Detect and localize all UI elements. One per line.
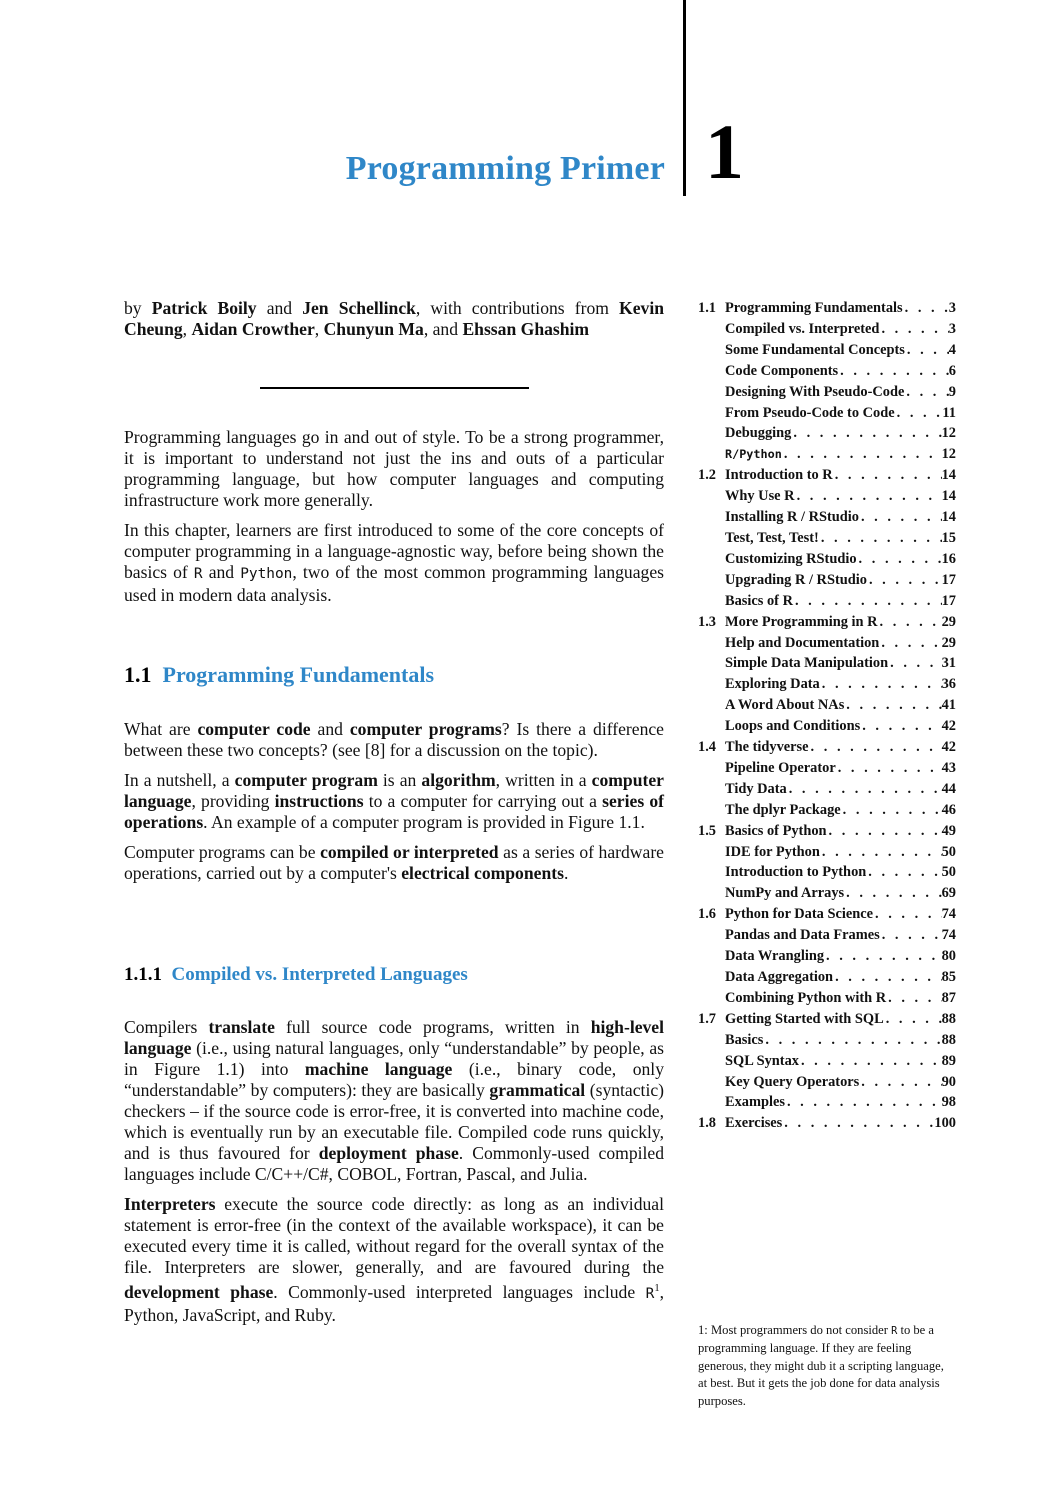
toc-leader-dots — [833, 465, 942, 486]
toc-label: Pipeline Operator — [725, 759, 836, 776]
toc-label: Installing R / RStudio — [725, 509, 859, 526]
toc-entry[interactable] — [698, 382, 956, 403]
toc-entry[interactable] — [698, 591, 956, 612]
toc-section-number: 1.8 — [698, 1115, 716, 1132]
contributor: Chunyun Ma — [323, 319, 424, 339]
toc-label: Simple Data Manipulation — [725, 655, 889, 672]
toc-section-number: 1.1 — [698, 300, 716, 316]
toc-page-number: 4 — [948, 341, 956, 358]
toc-entry[interactable] — [698, 570, 956, 591]
toc-leader-dots — [884, 1009, 942, 1030]
contributor: Aidan Crowther — [191, 319, 315, 339]
toc-page-number: 14 — [941, 488, 956, 505]
toc-leader-dots — [824, 946, 942, 967]
toc-leader-dots — [833, 967, 942, 988]
toc-entry[interactable] — [698, 967, 956, 988]
toc-leader-dots — [878, 612, 942, 633]
author: Patrick Boily — [151, 298, 257, 318]
toc-entry[interactable] — [698, 695, 956, 716]
body-paragraph: In a nutshell, a computer program is an algorithm, written in a computer language, providing instructions to a computer for carrying out a series of operations. An example of a computer program is provided in Figure 1.1. — [124, 770, 664, 832]
toc-label: Python for Data Science — [725, 906, 874, 923]
toc-page-number: 14 — [941, 467, 956, 484]
toc-leader-dots — [841, 800, 942, 821]
toc-page-number: 42 — [941, 718, 956, 735]
toc-page-number: 17 — [941, 571, 956, 588]
toc-label: Examples — [725, 1094, 785, 1111]
toc-leader-dots — [880, 925, 942, 946]
toc-leader-dots — [859, 507, 942, 528]
toc-leader-dots — [793, 591, 942, 612]
toc-label: Basics — [725, 1031, 764, 1048]
toc-leader-dots — [860, 716, 941, 737]
toc-page-number: 74 — [941, 906, 956, 923]
toc-page-number: 36 — [941, 676, 956, 693]
toc-label: The tidyverse — [725, 739, 809, 756]
toc-page-number: 12 — [941, 425, 956, 442]
toc-label: Why Use R — [725, 488, 795, 505]
toc-label: Exercises — [725, 1115, 783, 1132]
toc-entry[interactable] — [698, 319, 956, 340]
chapter-toc — [698, 298, 956, 1134]
toc-page-number: 100 — [934, 1115, 956, 1132]
toc-entry[interactable] — [698, 528, 956, 549]
toc-section-number: 1.5 — [698, 822, 716, 839]
toc-label: From Pseudo-Code to Code — [725, 404, 895, 421]
toc-label: A Word About NAs — [725, 697, 845, 714]
toc-label: Designing With Pseudo-Code — [725, 383, 905, 400]
toc-page-number: 16 — [941, 550, 956, 567]
toc-page-number: 3 — [948, 300, 956, 316]
toc-entry[interactable] — [698, 361, 956, 382]
toc-entry[interactable] — [698, 862, 956, 883]
toc-label: Basics of R — [725, 592, 793, 609]
byline: by Patrick Boily and Jen Schellinck, with contributions from Kevin Cheung, Aidan Crowther, Chunyun Ma, and Ehssan Ghashim — [124, 298, 664, 339]
subsection-heading: 1.1.1 Compiled vs. Interpreted Languages — [124, 964, 468, 985]
toc-entry[interactable] — [698, 633, 956, 654]
toc-label: Compiled vs. Interpreted — [725, 320, 880, 337]
toc-leader-dots — [836, 758, 942, 779]
toc-entry[interactable] — [698, 800, 956, 821]
chapter-title: Programming Primer — [345, 150, 665, 187]
toc-label: Customizing RStudio — [725, 550, 857, 567]
toc-leader-dots — [886, 988, 941, 1009]
toc-page-number: 90 — [941, 1073, 956, 1090]
toc-section-number: 1.6 — [698, 906, 716, 923]
toc-page-number: 14 — [941, 509, 956, 526]
author: Jen Schellinck — [302, 298, 416, 318]
toc-page-number: 88 — [941, 1010, 956, 1027]
toc-leader-dots — [820, 842, 942, 863]
toc-leader-dots — [763, 1030, 941, 1051]
toc-page-number: 43 — [941, 759, 956, 776]
section-heading: 1.1 Programming Fundamentals — [124, 662, 435, 687]
toc-entry[interactable] — [698, 653, 956, 674]
toc-leader-dots — [782, 444, 942, 465]
toc-entry[interactable] — [698, 1092, 956, 1113]
toc-label: Upgrading R / RStudio — [725, 571, 867, 588]
toc-leader-dots — [873, 904, 942, 925]
toc-leader-dots — [866, 862, 941, 883]
chapter-number: 1 — [705, 108, 744, 195]
toc-leader-dots — [888, 653, 941, 674]
toc-leader-dots — [857, 549, 942, 570]
toc-page-number: 50 — [941, 843, 956, 860]
toc-entry[interactable] — [698, 444, 956, 465]
toc-label: Basics of Python — [725, 822, 827, 839]
toc-entry[interactable] — [698, 779, 956, 800]
toc-page-number: 50 — [941, 864, 956, 881]
margin-footnote: 1: Most programmers do not consider R to be a programming language. If they are feeling generous, they might dub it a scripting language, at best. But it gets the job done for data analysis purposes. — [698, 1323, 944, 1408]
body-paragraph: Interpreters execute the source code directly: as long as an individual statement is error-free (in the context of the available workspace), it can be executed every time it is called, without regard for the overall syntax of the file. Interpreters are slower, generally, and are favoured during the development phase. Commonly-used interpreted languages include $R^1$, Python, JavaScript, and Ruby. — [124, 1194, 665, 1325]
toc-leader-dots — [844, 695, 941, 716]
toc-page-number: 17 — [941, 592, 956, 609]
body-paragraph: What are computer code and computer programs? Is there a difference between these two concepts? (see [8] for a discussion on the topic). — [124, 719, 664, 760]
toc-page-number: 15 — [941, 529, 956, 546]
toc-page-number: 11 — [942, 404, 956, 421]
toc-label: Key Query Operators — [725, 1073, 860, 1090]
toc-entry[interactable] — [698, 1009, 956, 1030]
toc-page-number: 9 — [948, 383, 956, 400]
toc-entry[interactable] — [698, 403, 956, 424]
toc-entry[interactable] — [698, 988, 956, 1009]
toc-label: Test, Test, Test! — [725, 529, 819, 546]
toc-label: SQL Syntax — [725, 1052, 799, 1069]
toc-entry[interactable] — [698, 883, 956, 904]
toc-page-number: 88 — [941, 1031, 956, 1048]
toc-leader-dots — [895, 403, 943, 424]
toc-page-number: 87 — [941, 989, 956, 1006]
toc-leader-dots — [867, 570, 942, 591]
toc-leader-dots — [820, 674, 942, 695]
body-paragraph: Compilers translate full source code programs, written in high-level language (i.e., using natural languages, only “understandable” by people, as in Figure 1.1) into machine language (i.e., binary code, only “understandable” by computers): they are basically grammatical (syntactic) checkers – if the source code is error-free, it is converted into machine code, which is eventually run by an executable file. Compiled code runs quickly, and is thus favoured for deployment phase. Commonly-used compiled languages include C/C++/C#, COBOL, Fortran, Pascal, and Julia. — [124, 1017, 665, 1184]
toc-label: Some Fundamental Concepts — [725, 341, 905, 358]
toc-section-number: 1.7 — [698, 1010, 716, 1027]
toc-entry[interactable] — [698, 1072, 956, 1093]
toc-entry[interactable] — [698, 507, 956, 528]
toc-entry[interactable] — [698, 737, 956, 758]
toc-page-number: 12 — [941, 446, 956, 463]
toc-label: NumPy and Arrays — [725, 885, 845, 902]
section-body — [124, 719, 664, 893]
toc-page-number: 46 — [941, 801, 956, 818]
toc-entry[interactable] — [698, 1051, 956, 1072]
toc-label: Code Components — [725, 362, 839, 379]
toc-leader-dots — [879, 319, 948, 340]
toc-leader-dots — [879, 633, 941, 654]
toc-section-number: 1.3 — [698, 613, 716, 630]
toc-page-number: 41 — [941, 697, 956, 714]
toc-page-number: 44 — [941, 780, 956, 797]
toc-leader-dots — [844, 883, 941, 904]
toc-leader-dots — [859, 1072, 941, 1093]
toc-entry[interactable] — [698, 340, 956, 361]
toc-label: Tidy Data — [725, 780, 787, 797]
toc-section-number: 1.4 — [698, 739, 716, 756]
toc-leader-dots — [787, 779, 942, 800]
contributor: Kevin Cheung — [124, 298, 664, 339]
toc-entry[interactable] — [698, 465, 956, 486]
toc-page-number: 31 — [941, 655, 956, 672]
toc-leader-dots — [795, 486, 942, 507]
contributor: Ehssan Ghashim — [462, 319, 590, 339]
toc-label: Getting Started with SQL — [725, 1010, 884, 1027]
toc-label: IDE for Python — [725, 843, 820, 860]
toc-leader-dots — [819, 528, 942, 549]
toc-leader-dots — [827, 821, 942, 842]
toc-entry[interactable] — [698, 674, 956, 695]
body-paragraph: Computer programs can be compiled or interpreted as a series of hardware operations, carried out by a computer's electrical components. — [124, 842, 664, 883]
toc-leader-dots — [791, 423, 941, 444]
chapter-divider-line — [683, 0, 686, 196]
toc-label: Programming Fundamentals — [725, 300, 903, 316]
toc-label: Exploring Data — [725, 676, 820, 693]
toc-leader-dots — [785, 1092, 942, 1113]
toc-entry[interactable] — [698, 716, 956, 737]
toc-entry[interactable] — [698, 1113, 956, 1134]
toc-page-number: 80 — [941, 948, 956, 965]
toc-entry[interactable] — [698, 1030, 956, 1051]
toc-page-number: 98 — [941, 1094, 956, 1111]
intro-paragraph: Programming languages go in and out of style. To be a strong programmer, it is important to understand not just the ins and outs of a particular programming language, but how computer languages and computing infrastructure work more generally. — [124, 427, 664, 510]
toc-label: More Programming in R — [725, 613, 878, 630]
separator-rule — [260, 387, 529, 389]
toc-page-number: 74 — [941, 927, 956, 944]
toc-label: Debugging — [725, 425, 792, 442]
toc-entry[interactable] — [698, 842, 956, 863]
toc-label: Data Aggregation — [725, 969, 834, 985]
toc-label: Data Wrangling — [725, 948, 825, 965]
toc-leader-dots — [903, 298, 949, 319]
toc-leader-dots — [799, 1051, 942, 1072]
toc-page-number: 6 — [948, 362, 956, 379]
toc-label: Help and Documentation — [725, 634, 880, 651]
toc-entry[interactable] — [698, 925, 956, 946]
toc-leader-dots — [838, 361, 949, 382]
toc-label: Introduction to Python — [725, 864, 867, 881]
toc-entry[interactable] — [698, 758, 956, 779]
chapter-intro — [124, 427, 664, 615]
toc-page-number: 42 — [941, 739, 956, 756]
toc-entry[interactable] — [698, 904, 956, 925]
footnote-ref[interactable]: 1 — [654, 1283, 660, 1294]
toc-entry[interactable] — [698, 821, 956, 842]
subsection-body — [124, 1017, 664, 1335]
toc-leader-dots — [782, 1113, 934, 1134]
toc-leader-dots — [905, 340, 949, 361]
toc-page-number: 49 — [941, 822, 956, 839]
toc-entry[interactable] — [698, 946, 956, 967]
toc-entry[interactable] — [698, 298, 956, 319]
toc-label: Pandas and Data Frames — [725, 927, 880, 944]
toc-leader-dots — [904, 382, 948, 403]
toc-page-number: 69 — [941, 885, 956, 902]
toc-page-number: 3 — [948, 320, 956, 337]
intro-paragraph: In this chapter, learners are first introduced to some of the core concepts of computer programming in a language-agnostic way, before being shown the basics of R and Python, two of the most common programming languages used in modern data analysis. — [124, 520, 664, 605]
toc-label: The dplyr Package — [725, 801, 841, 818]
toc-section-number: 1.2 — [698, 467, 716, 484]
toc-entry[interactable] — [698, 612, 956, 633]
toc-label: Combining Python with R — [725, 989, 887, 1006]
toc-label: Introduction to R — [725, 467, 833, 484]
toc-page-number: 29 — [941, 634, 956, 651]
toc-label: Loops and Conditions — [725, 718, 861, 735]
toc-label: R/Python — [725, 447, 782, 462]
toc-leader-dots — [809, 737, 942, 758]
toc-page-number: 89 — [941, 1052, 956, 1069]
toc-page-number: 85 — [941, 969, 956, 985]
toc-entry[interactable] — [698, 486, 956, 507]
toc-page-number: 29 — [941, 613, 956, 630]
toc-entry[interactable] — [698, 423, 956, 444]
toc-entry[interactable] — [698, 549, 956, 570]
